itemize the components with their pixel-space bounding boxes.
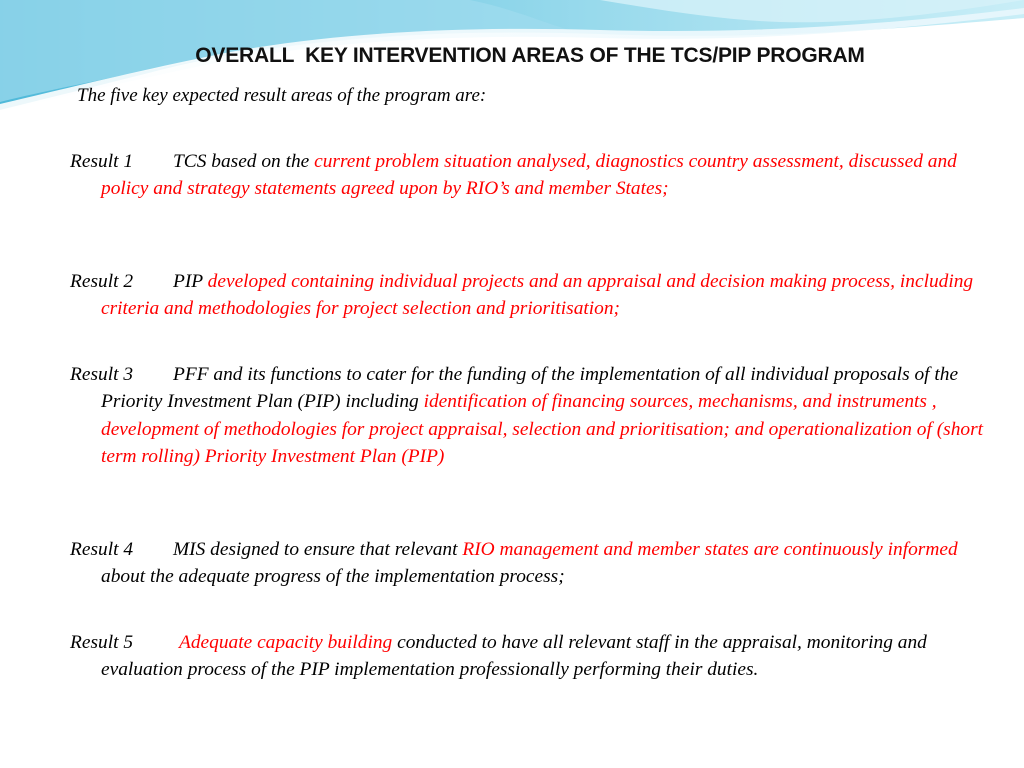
result-highlight: Adequate capacity building bbox=[179, 632, 393, 653]
result-highlight: RIO management and member states are continuously informed bbox=[462, 539, 958, 560]
result-item-2 bbox=[70, 268, 996, 323]
result-text-tail: about the adequate progress of the implementation process; bbox=[101, 566, 565, 588]
result-highlight: developed containing individual projects and an appraisal and decision making process, including criteria and methodologies for project selection and prioritisation; bbox=[101, 271, 974, 320]
result-text-tail: conducted to have all relevant staff in the appraisal, monitoring and evaluation process of the PIP implementation professionally performing their duties. bbox=[101, 632, 927, 681]
result-label: Result 5 bbox=[70, 632, 134, 653]
slide-title: OVERALL KEY INTERVENTION AREAS OF THE TCS/PIP PROGRAM bbox=[195, 44, 865, 67]
result-item-1 bbox=[70, 148, 996, 203]
result-label: Result 1 bbox=[70, 151, 134, 172]
result-text: PIP bbox=[173, 271, 208, 292]
result-label: Result 4 bbox=[70, 539, 134, 560]
result-highlight: current problem situation analysed, diagnostics country assessment, discussed and policy and strategy statements agreed upon by RIO’s and member States; bbox=[101, 151, 957, 200]
result-highlight: identification of financing sources, mechanisms, and instruments , development of methodologies for project appraisal, selection and prioritisation; and operationalization of (short term rolling) Priority Investment Plan (PIP) bbox=[101, 391, 984, 467]
intro-text: The five key expected result areas of the program are: bbox=[77, 85, 487, 106]
result-label: Result 3 bbox=[70, 364, 134, 385]
result-text: MIS designed to ensure that relevant bbox=[173, 539, 463, 560]
result-text: PFF and its functions to cater for the funding of the implementation of all individual proposals of the Priority Investment Plan (PIP) including bbox=[101, 364, 959, 413]
result-item-3 bbox=[70, 361, 996, 470]
result-label: Result 2 bbox=[70, 271, 134, 292]
result-item-4 bbox=[70, 536, 996, 591]
result-text: TCS based on the bbox=[173, 151, 315, 172]
result-item-5 bbox=[70, 629, 996, 684]
